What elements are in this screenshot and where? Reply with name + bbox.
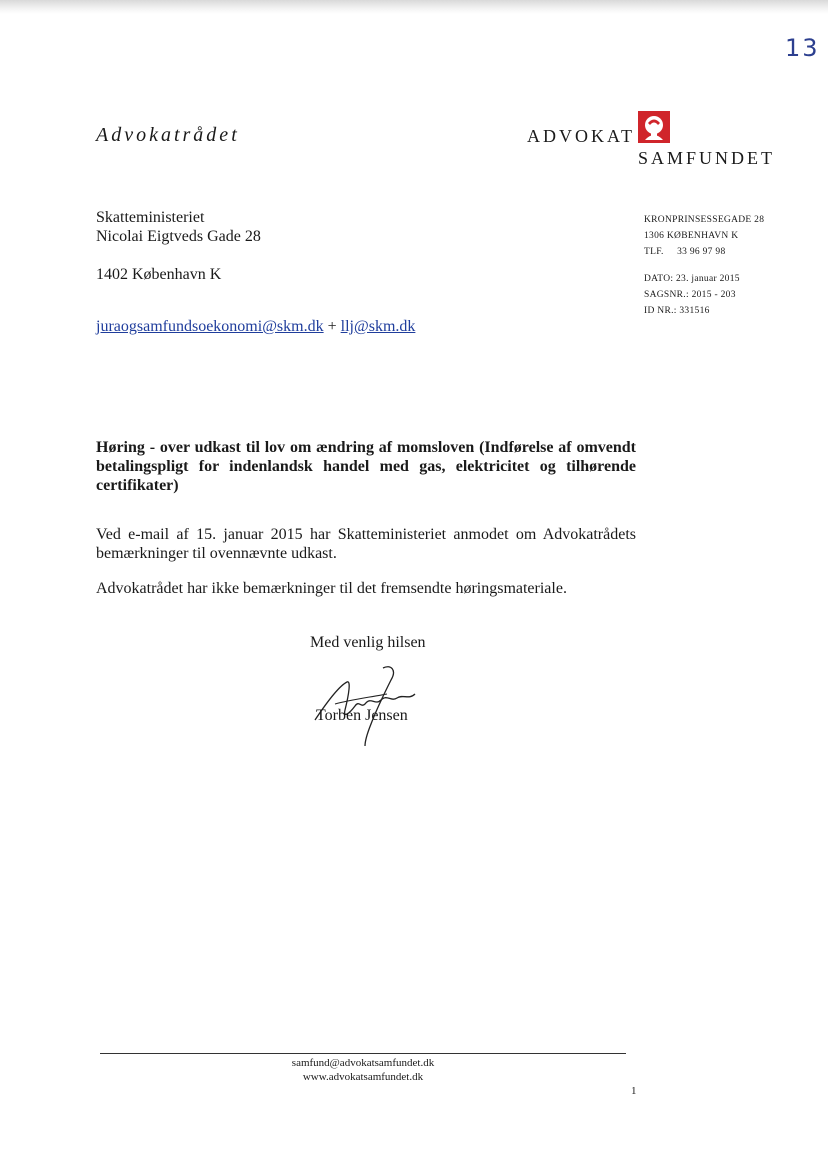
recipient-name: Skatteministeriet [96,209,205,226]
footer-email: samfund@advokatsamfundet.dk [291,1057,435,1069]
recipient-address [96,208,261,284]
letterhead-title: Advokatrådet [96,124,240,146]
handwritten-page-mark: 13 [785,34,820,62]
email-link-1[interactable]: juraogsamfundsoekonomi@skm.dk [96,318,324,335]
logo-word-top: ADVOKAT [527,126,635,146]
email-separator: + [323,318,341,335]
page-number: 1 [631,1085,637,1097]
footer-website: www.advokatsamfundet.dk [302,1071,424,1083]
logo-word-bottom: SAMFUNDET [638,148,776,168]
letter-paragraph-1: Ved e-mail af 15. januar 2015 har Skatteministeriet anmodet om Advokatrådets bemærkninger til ovennævnte udkast. [96,526,636,562]
letter-subject: Høring - over udkast til lov om ændring af momsloven (Indførelse af omvendt betalingspligt for indenlandsk handel med gas, elektricitet og tilhørende certifikater) [96,439,636,494]
recipient-city: 1402 København K [96,266,222,283]
letter-date: DATO: 23. januar 2015 [644,274,740,284]
id-number: ID NR.: 331516 [644,306,710,316]
handwritten-signature [305,664,435,748]
email-recipients [96,318,415,336]
advokatsamfundet-logo-icon [637,110,671,144]
sender-city: 1306 KØBENHAVN K [644,231,739,241]
letter-paragraph-2: Advokatrådet har ikke bemærkninger til det fremsendte høringsmateriale. [96,580,567,597]
email-link-2[interactable]: llj@skm.dk [340,318,416,335]
recipient-street: Nicolai Eigtveds Gade 28 [96,228,261,245]
sender-street: KRONPRINSESSEGADE 28 [644,215,765,225]
signer-name: Torben Jensen [316,707,408,724]
case-number: SAGSNR.: 2015 - 203 [644,290,736,300]
sender-phone: TLF. 33 96 97 98 [644,247,726,257]
footer-divider [100,1053,626,1054]
closing-greeting: Med venlig hilsen [310,634,426,651]
scan-edge [0,0,828,14]
sender-info [644,212,764,319]
footer [100,1056,626,1084]
